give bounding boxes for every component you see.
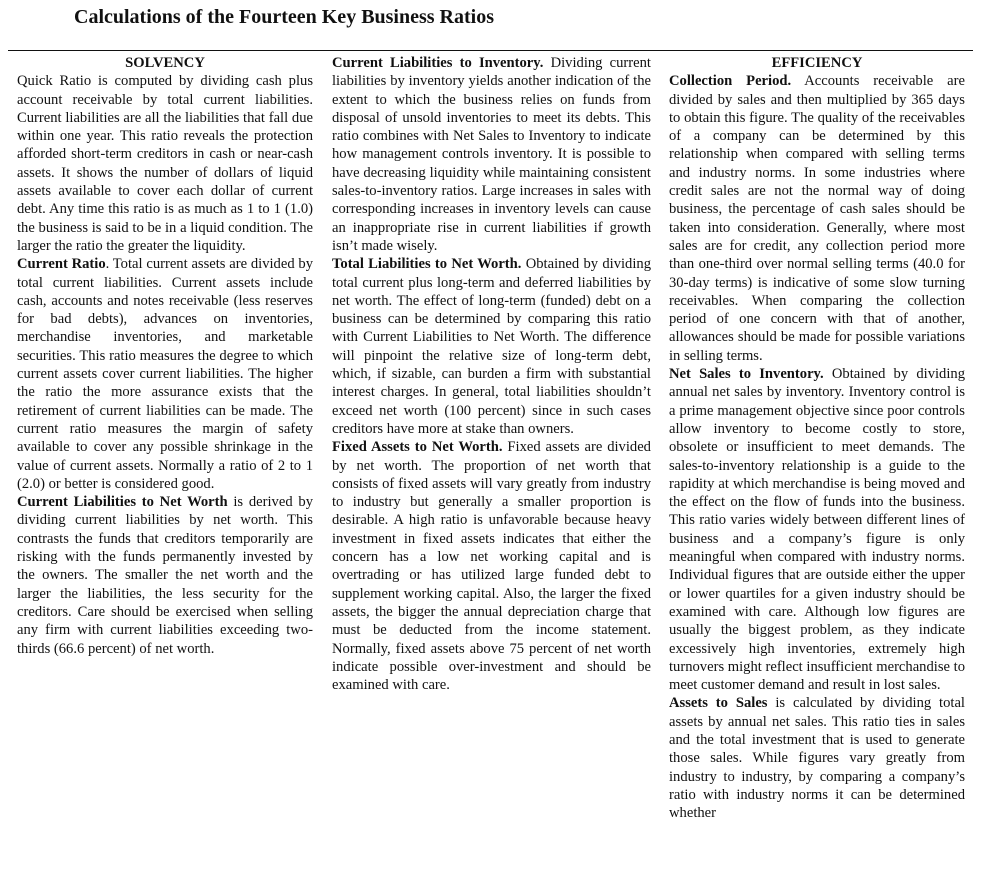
term-current-liabilities-to-inventory: Current Liabilities to Inventory. — [332, 55, 544, 71]
body-current-liabilities-to-net-worth: is derived by dividing current liabilities by net worth. This contrasts the funds that creditors temporarily are risking with the funds permanently invested by the owners. The smaller the net worth and the larger the liabilities, the less security for the creditors. Care should be exercised when selling any firm with current liabilities exceeding two-thirds (66.6 percent) of net worth. — [17, 494, 313, 657]
body-current-ratio: . Total current assets are divided by total current liabilities. Current assets include cash, accounts and notes receivable (less reserves for bad debts), advances on inventories, merchandise inventories, and marketable securities. This ratio measures the degree to which current assets cover current liabilities. The higher the ratio the more assurance exists that the retirement of current liabilities can be made. The current ratio measures the margin of safety available to cover any possible shrinkage in the value of current assets. Normally a ratio of 2 to 1 (2.0) or better is considered good. — [17, 256, 313, 492]
paragraph-current-liabilities-to-net-worth — [17, 493, 313, 658]
paragraph-total-liabilities-to-net-worth — [332, 255, 651, 438]
page-title: Calculations of the Fourteen Key Business Ratios — [74, 6, 494, 28]
column-liabilities — [332, 54, 651, 694]
paragraph-net-sales-to-inventory — [669, 365, 965, 694]
term-assets-to-sales: Assets to Sales — [669, 695, 768, 712]
body-current-liabilities-to-inventory: Dividing current liabilities by inventory yields another indication of the extent to which the business relies on funds from disposal of unsold inventories to meet its debts. This ratio combines with Net Sales to Inventory to indicate how management controls inventory. It is possible to have decreasing liquidity while maintaining consistent sales-to-inventory ratios. Large increases in sales with corresponding increases in inventory levels can cause an inappropriate rise in current liabilities if growth isn’t made wisely. — [332, 55, 651, 254]
title-divider — [8, 50, 973, 51]
paragraph-assets-to-sales — [669, 694, 965, 822]
body-total-liabilities-to-net-worth: Obtained by dividing total current plus long-term and deferred liabilities by net worth. The effect of long-term (funded) debt on a business can be determined by comparing this ratio with Current Liabilities to Net Worth. The difference will pinpoint the relative size of long-term debt, which, if sizable, can burden a firm with substantial interest charges. In general, total liabilities shouldn’t exceed net worth (100 percent) since in such cases creditors have more at stake than owners. — [332, 256, 651, 437]
paragraph-quick-ratio: Quick Ratio is computed by dividing cash plus account receivable by total current liabilities. Current liabilities are all the liabilities that fall due within one year. This ratio reveals the protection afforded short-term creditors in cash or near-cash assets. It shows the number of dollars of liquid assets available to cover each dollar of current debt. Any time this ratio is as much as 1 to 1 (1.0) the business is said to be in a liquid condition. The larger the ratio the greater the liquidity. — [17, 73, 313, 254]
paragraph-fixed-assets-to-net-worth — [332, 438, 651, 694]
paragraph-collection-period — [669, 72, 965, 365]
body-fixed-assets-to-net-worth: Fixed assets are divided by net worth. The proportion of net worth that consists of fixed assets will vary greatly from industry to industry but generally a smaller proportion is desirable. A high ratio is unfavorable because heavy investment in fixed assets indicates that either the concern has a low net working capital and is overtrading or has utilized large funded debt to supplement working capital. Also, the larger the fixed assets, the bigger the annual depreciation charge that must be deducted from the income statement. Normally, fixed assets above 75 percent of net worth indicate possible over-investment and should be examined with care. — [332, 439, 651, 694]
term-net-sales-to-inventory: Net Sales to Inventory. — [669, 366, 824, 383]
section-heading-efficiency: EFFICIENCY — [771, 55, 863, 71]
column-solvency — [17, 54, 313, 658]
column-efficiency — [669, 54, 965, 822]
term-fixed-assets-to-net-worth: Fixed Assets to Net Worth. — [332, 439, 503, 456]
paragraph-current-ratio — [17, 255, 313, 493]
term-current-liabilities-to-net-worth: Current Liabilities to Net Worth — [17, 494, 228, 511]
body-net-sales-to-inventory: Obtained by dividing annual net sales by inventory. Inventory control is a prime management objective since poor controls allow inventory to become costly to store, obsolete or insufficient to meet demands. The sales-to-inventory relationship is a guide to the rapidity at which merchandise is being moved and the effect on the flow of funds into the business. This ratio varies widely between different lines of business and a company’s figure is only meaningful when compared with industry norms. Individual figures that are outside either the upper or lower quartiles for a given industry should be examined with care. Although low figures are usually the biggest problem, as they indicate excessively high inventories, extremely high turnovers might reflect insufficient merchandise to meet customer demand and result in lost sales. — [669, 366, 965, 694]
body-assets-to-sales: is calculated by dividing total assets by annual net sales. This ratio ties in sales and the total investment that is used to generate those sales. While figures vary greatly from industry to industry, by comparing a company’s ratio with industry norms it can be determined whether — [669, 695, 965, 822]
term-collection-period: Collection Period. — [669, 73, 792, 90]
paragraph-current-liabilities-to-inventory — [332, 54, 651, 255]
body-collection-period: Accounts receivable are divided by sales and then multiplied by 365 days to obtain this figure. The quality of the receivables of a company can be determined by this relationship when compared with selling terms and industry norms. In some industries where credit sales are not the normal way of doing business, the percentage of cash sales should be taken into consideration. Generally, where most sales are for credit, any collection period more than one-third over normal selling terms (40.0 for 30-day terms) is indicative of some slow turning receivables. When comparing the collection period of one concern with that of another, allowances should be made for possible variations in selling terms. — [669, 73, 965, 364]
section-heading-solvency: SOLVENCY — [125, 55, 205, 71]
term-total-liabilities-to-net-worth: Total Liabilities to Net Worth. — [332, 256, 522, 273]
term-current-ratio: Current Ratio — [17, 256, 106, 273]
